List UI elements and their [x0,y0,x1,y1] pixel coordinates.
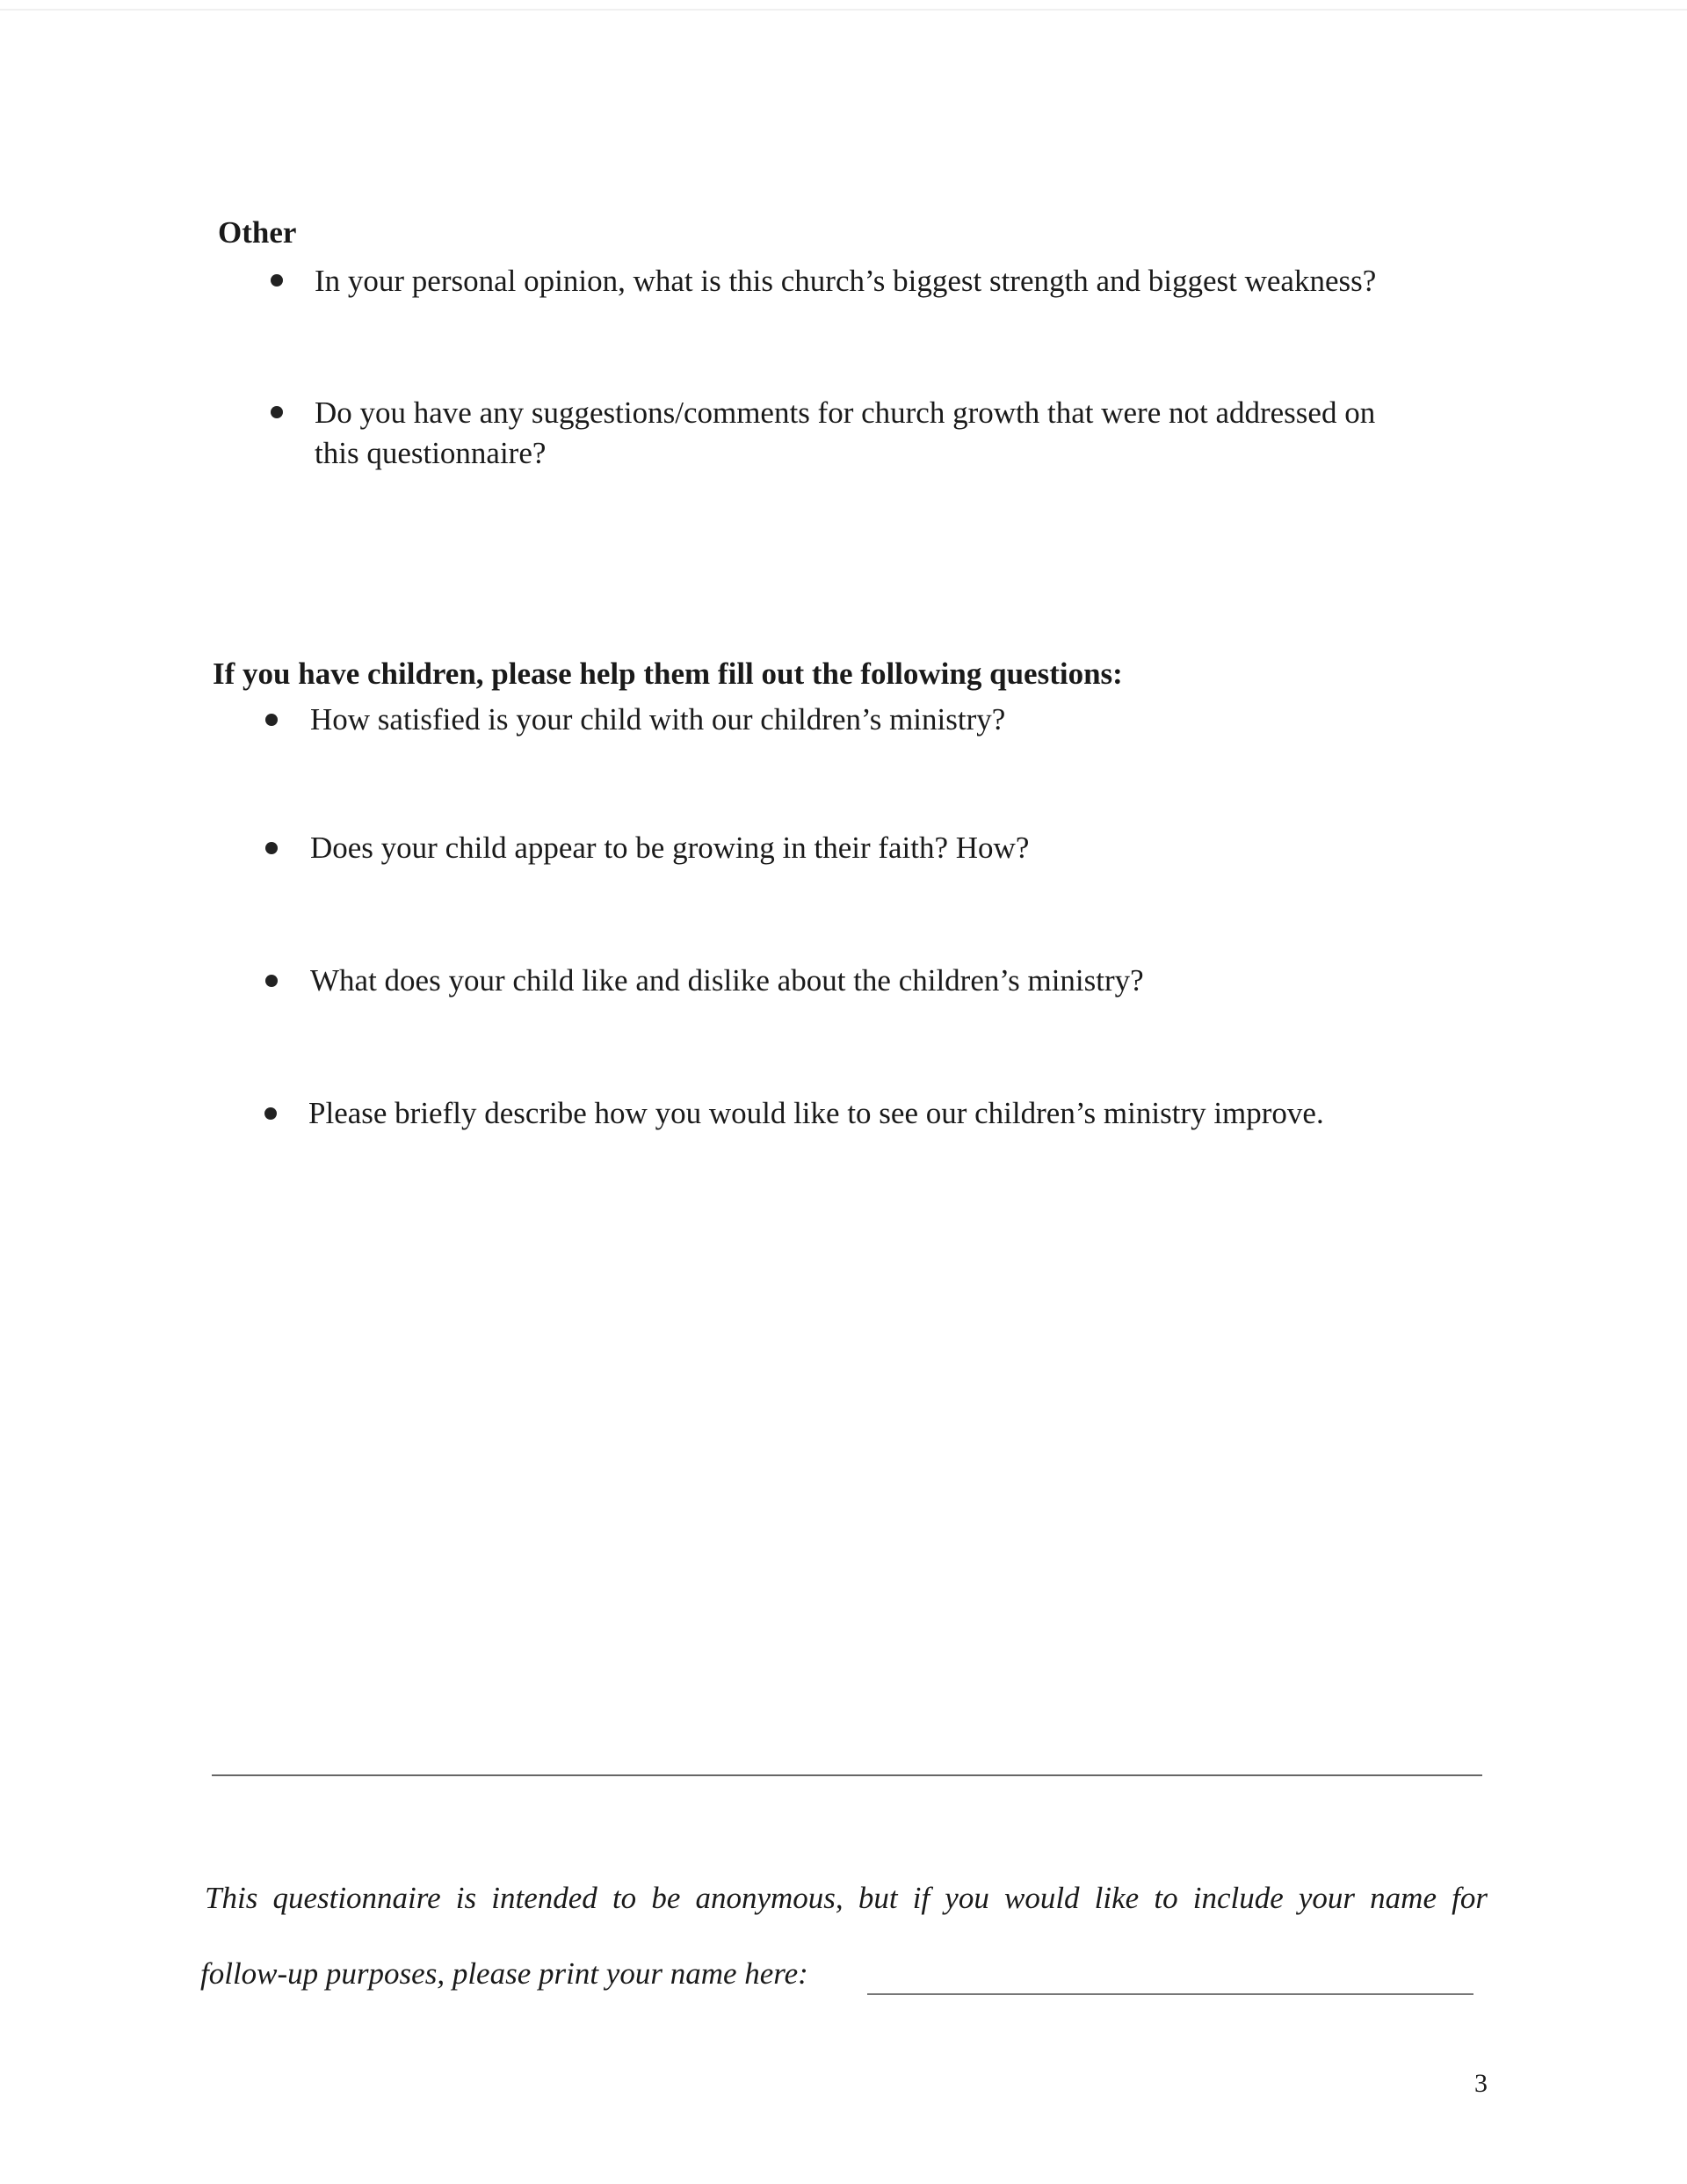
anonymity-note-line2: follow-up purposes, please print your name here: [200,1956,808,1991]
scan-edge [0,9,1687,11]
bullet-icon [265,714,278,726]
name-input-line[interactable] [867,1993,1473,1995]
section-heading-other: Other [218,215,297,250]
page-number: 3 [1474,2069,1488,2098]
anonymity-note-line1: This questionnaire is intended to be anonymous, but if you would like to include your name for [205,1881,1488,1915]
question-child-faith: Does your child appear to be growing in their faith? How? [310,831,1030,865]
divider-line [212,1774,1482,1776]
question-suggestions-line2: this questionnaire? [315,436,547,470]
question-child-likes: What does your child like and dislike about the children’s ministry? [310,963,1144,998]
bullet-icon [264,1107,277,1120]
bullet-icon [271,274,283,287]
bullet-icon [265,842,278,854]
bullet-icon [265,975,278,987]
bullet-icon [271,406,283,418]
question-suggestions-line1: Do you have any suggestions/comments for church growth that were not addressed on [315,395,1376,430]
section-heading-children: If you have children, please help them fill out the following questions: [213,657,1123,691]
question-child-satisfaction: How satisfied is your child with our children’s ministry? [310,702,1006,736]
question-child-improve: Please briefly describe how you would like to see our children’s ministry improve. [308,1096,1324,1130]
question-strength-weakness: In your personal opinion, what is this church’s biggest strength and biggest weakness? [315,264,1377,298]
